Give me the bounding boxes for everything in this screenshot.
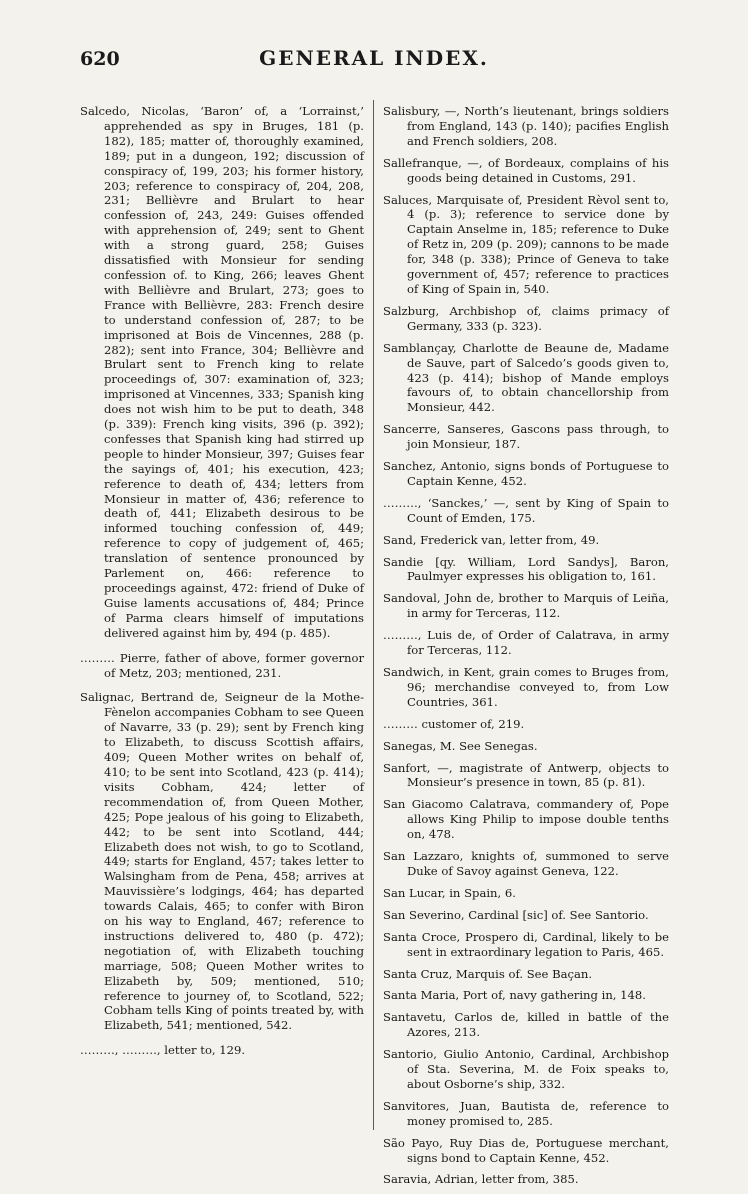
- index-entry: Santavetu, Carlos de, killed in battle of the Azores, 213.: [383, 1010, 669, 1040]
- index-entry: São Payo, Ruy Dias de, Portuguese merchant, signs bond to Captain Kenne, 452.: [383, 1135, 669, 1165]
- index-entry: Santa Croce, Prospero di, Cardinal, likely to be sent in extraordinary legation to Paris, 465.: [383, 929, 669, 959]
- index-entry: San Lazzaro, knights of, summoned to serve Duke of Savoy against Geneva, 122.: [383, 849, 669, 878]
- index-entry: Sanchez, Antonio, signs bonds of Portuguese to Captain Kenne, 452.: [383, 459, 669, 488]
- index-column-right: [383, 104, 669, 1194]
- index-entry: Sanvitores, Juan, Bautista de, reference to money promised to, 285.: [383, 1098, 669, 1128]
- page-header: [0, 46, 748, 76]
- index-entry: Sanegas, M. See Senegas.: [383, 738, 538, 753]
- index-entry: Sandwich, in Kent, grain comes to Bruges from, 96; merchandise conveyed to, from Low Countries, 361.: [383, 665, 669, 709]
- index-entry: Sallefranque, —, of Bordeaux, complains of his goods being detained in Customs, 291.: [383, 155, 669, 185]
- index-entry: ……… customer of, 219.: [383, 716, 525, 731]
- index-entry: ………, ‘Sanckes,’ —, sent by King of Spain to Count of Emden, 175.: [383, 495, 669, 525]
- index-column-left: [80, 104, 364, 1068]
- index-entry: Sandoval, John de, brother to Marquis of Leiña, in army for Terceras, 112.: [383, 591, 669, 621]
- index-entry: ………, Luis de, of Order of Calatrava, in army for Terceras, 112.: [383, 628, 669, 658]
- page-number: 620: [80, 48, 120, 70]
- column-divider: [373, 100, 374, 1130]
- index-entry: Salcedo, Nicolas, ‘Baron’ of, a ‘Lorrainst,’ apprehended as spy in Bruges, 181 (p. 182), 185; matter of, thoroughly examined, 189; put in a dungeon, 192; discussion of conspiracy of, 199, 203; his former history, 203; reference to conspiracy of, 204, 208, 231; Bellièvre and Brulart to hear confession of, 243, 249: Guises offended with apprehension of, 249; sent to Ghent with a strong guard, 258; Guises dissatisfied with Monsieur for sending confession of. to King, 266; leaves Ghent with Bellièvre and Brulart, 273; goes to France with Bellièvre, 283: French desire to understand confession of, 287; to be imprisoned at Bois de Vincennes, 288 (p. 282); sent into France, 304; Bellièvre and Brulart sent to French king to relate proceedings of, 307: examination of, 323; imprisoned at Vincennes, 333; Spanish king does not wish him to be put to death, 348 (p. 339): French king visits, 396 (p. 392); confesses that Spanish king had stirred up people to hinder Monsieur, 397; Guises fear the sayings of, 401; his execution, 423; reference to death of, 434; letters from Monsieur in matter of, 436; reference to death of, 441; Elizabeth desirous to be informed touching confession of, 449; reference to copy of judgement of, 465; translation of sentence pronounced by Parlement on, 466: reference to proceedings against, 472: friend of Duke of Guise laments accusations of, 484; Prince of Parma clears himself of imputations delivered against him by, 494 (p. 485).: [80, 104, 364, 640]
- index-entry: Sandie [qy. William, Lord Sandys], Baron, Paulmyer expresses his obligation to, 161.: [383, 554, 669, 584]
- index-entry: Salzburg, Archbishop of, claims primacy of Germany, 333 (p. 323).: [383, 303, 669, 333]
- index-entry: Saluces, Marquisate of, President Rèvol sent to, 4 (p. 3); reference to service done by Captain Anselme in, 185; reference to Duke of Retz in, 209 (p. 209); cannons to be made for, 348 (p. 338); Prince of Geneva to take government of, 457; reference to practices of King of Spain in, 540.: [383, 192, 669, 296]
- index-entry: Sanfort, —, magistrate of Antwerp, objects to Monsieur’s presence in town, 85 (p. 81).: [383, 760, 669, 790]
- index-entry: Sancerre, Sanseres, Gascons pass through, to join Monsieur, 187.: [383, 422, 669, 452]
- index-entry: San Severino, Cardinal [sic] of. See Santorio.: [383, 907, 649, 922]
- index-entry: Santorio, Giulio Antonio, Cardinal, Archbishop of Sta. Severina, M. de Foix speaks to, about Osborne’s ship, 332.: [383, 1047, 669, 1091]
- index-entry: San Lucar, in Spain, 6.: [383, 885, 516, 900]
- index-entry: Sand, Frederick van, letter from, 49.: [383, 532, 600, 547]
- index-entry: Santa Maria, Port of, navy gathering in, 148.: [383, 988, 646, 1003]
- index-entry: Santa Cruz, Marquis of. See Baçan.: [383, 966, 593, 981]
- index-entry: Samblançay, Charlotte de Beaune de, Madame de Sauve, part of Salcedo’s goods given to, 423 (p. 414); bishop of Mande employs favours of, to obtain chancellorship from Monsieur, 442.: [383, 340, 669, 415]
- index-entry: ………, ………, letter to, 129.: [80, 1043, 246, 1058]
- index-entry: Salisbury, —, North’s lieutenant, brings soldiers from England, 143 (p. 140); pacifies English and French soldiers, 208.: [383, 104, 669, 148]
- running-title: GENERAL INDEX.: [259, 46, 489, 70]
- index-entry: ……… Pierre, father of above, former governor of Metz, 203; mentioned, 231.: [80, 650, 364, 680]
- index-entry: San Giacomo Calatrava, commandery of, Pope allows King Philip to impose double tenths on, 478.: [383, 797, 669, 842]
- index-entry: Salignac, Bertrand de, Seigneur de la Mothe-Fènelon accompanies Cobham to see Queen of Navarre, 33 (p. 29); sent by French king to Elizabeth, to discuss Scottish affairs, 409; Queen Mother writes on behalf of, 410; to be sent into Scotland, 423 (p. 414); visits Cobham, 424; letter of recommendation of, from Queen Mother, 425; Pope jealous of his going to Elizabeth, 442; to be sent into Scotland, 444; Elizabeth does not wish, to go to Scotland, 449; starts for England, 457; takes letter to Walsingham from de Pena, 458; arrives at Mauvissière’s lodgings, 464; has departed towards Calais, 465; to confer with Biron on his way to England, 467; reference to instructions delivered to, 480 (p. 472); negotiation of, with Elizabeth touching marriage, 508; Queen Mother writes to Elizabeth by, 509; mentioned, 510; reference to journey of, to Scotland, 522; Cobham tells King of points treated by, with Elizabeth, 541; mentioned, 542.: [80, 690, 364, 1033]
- index-entry: Saravia, Adrian, letter from, 385.: [383, 1172, 579, 1187]
